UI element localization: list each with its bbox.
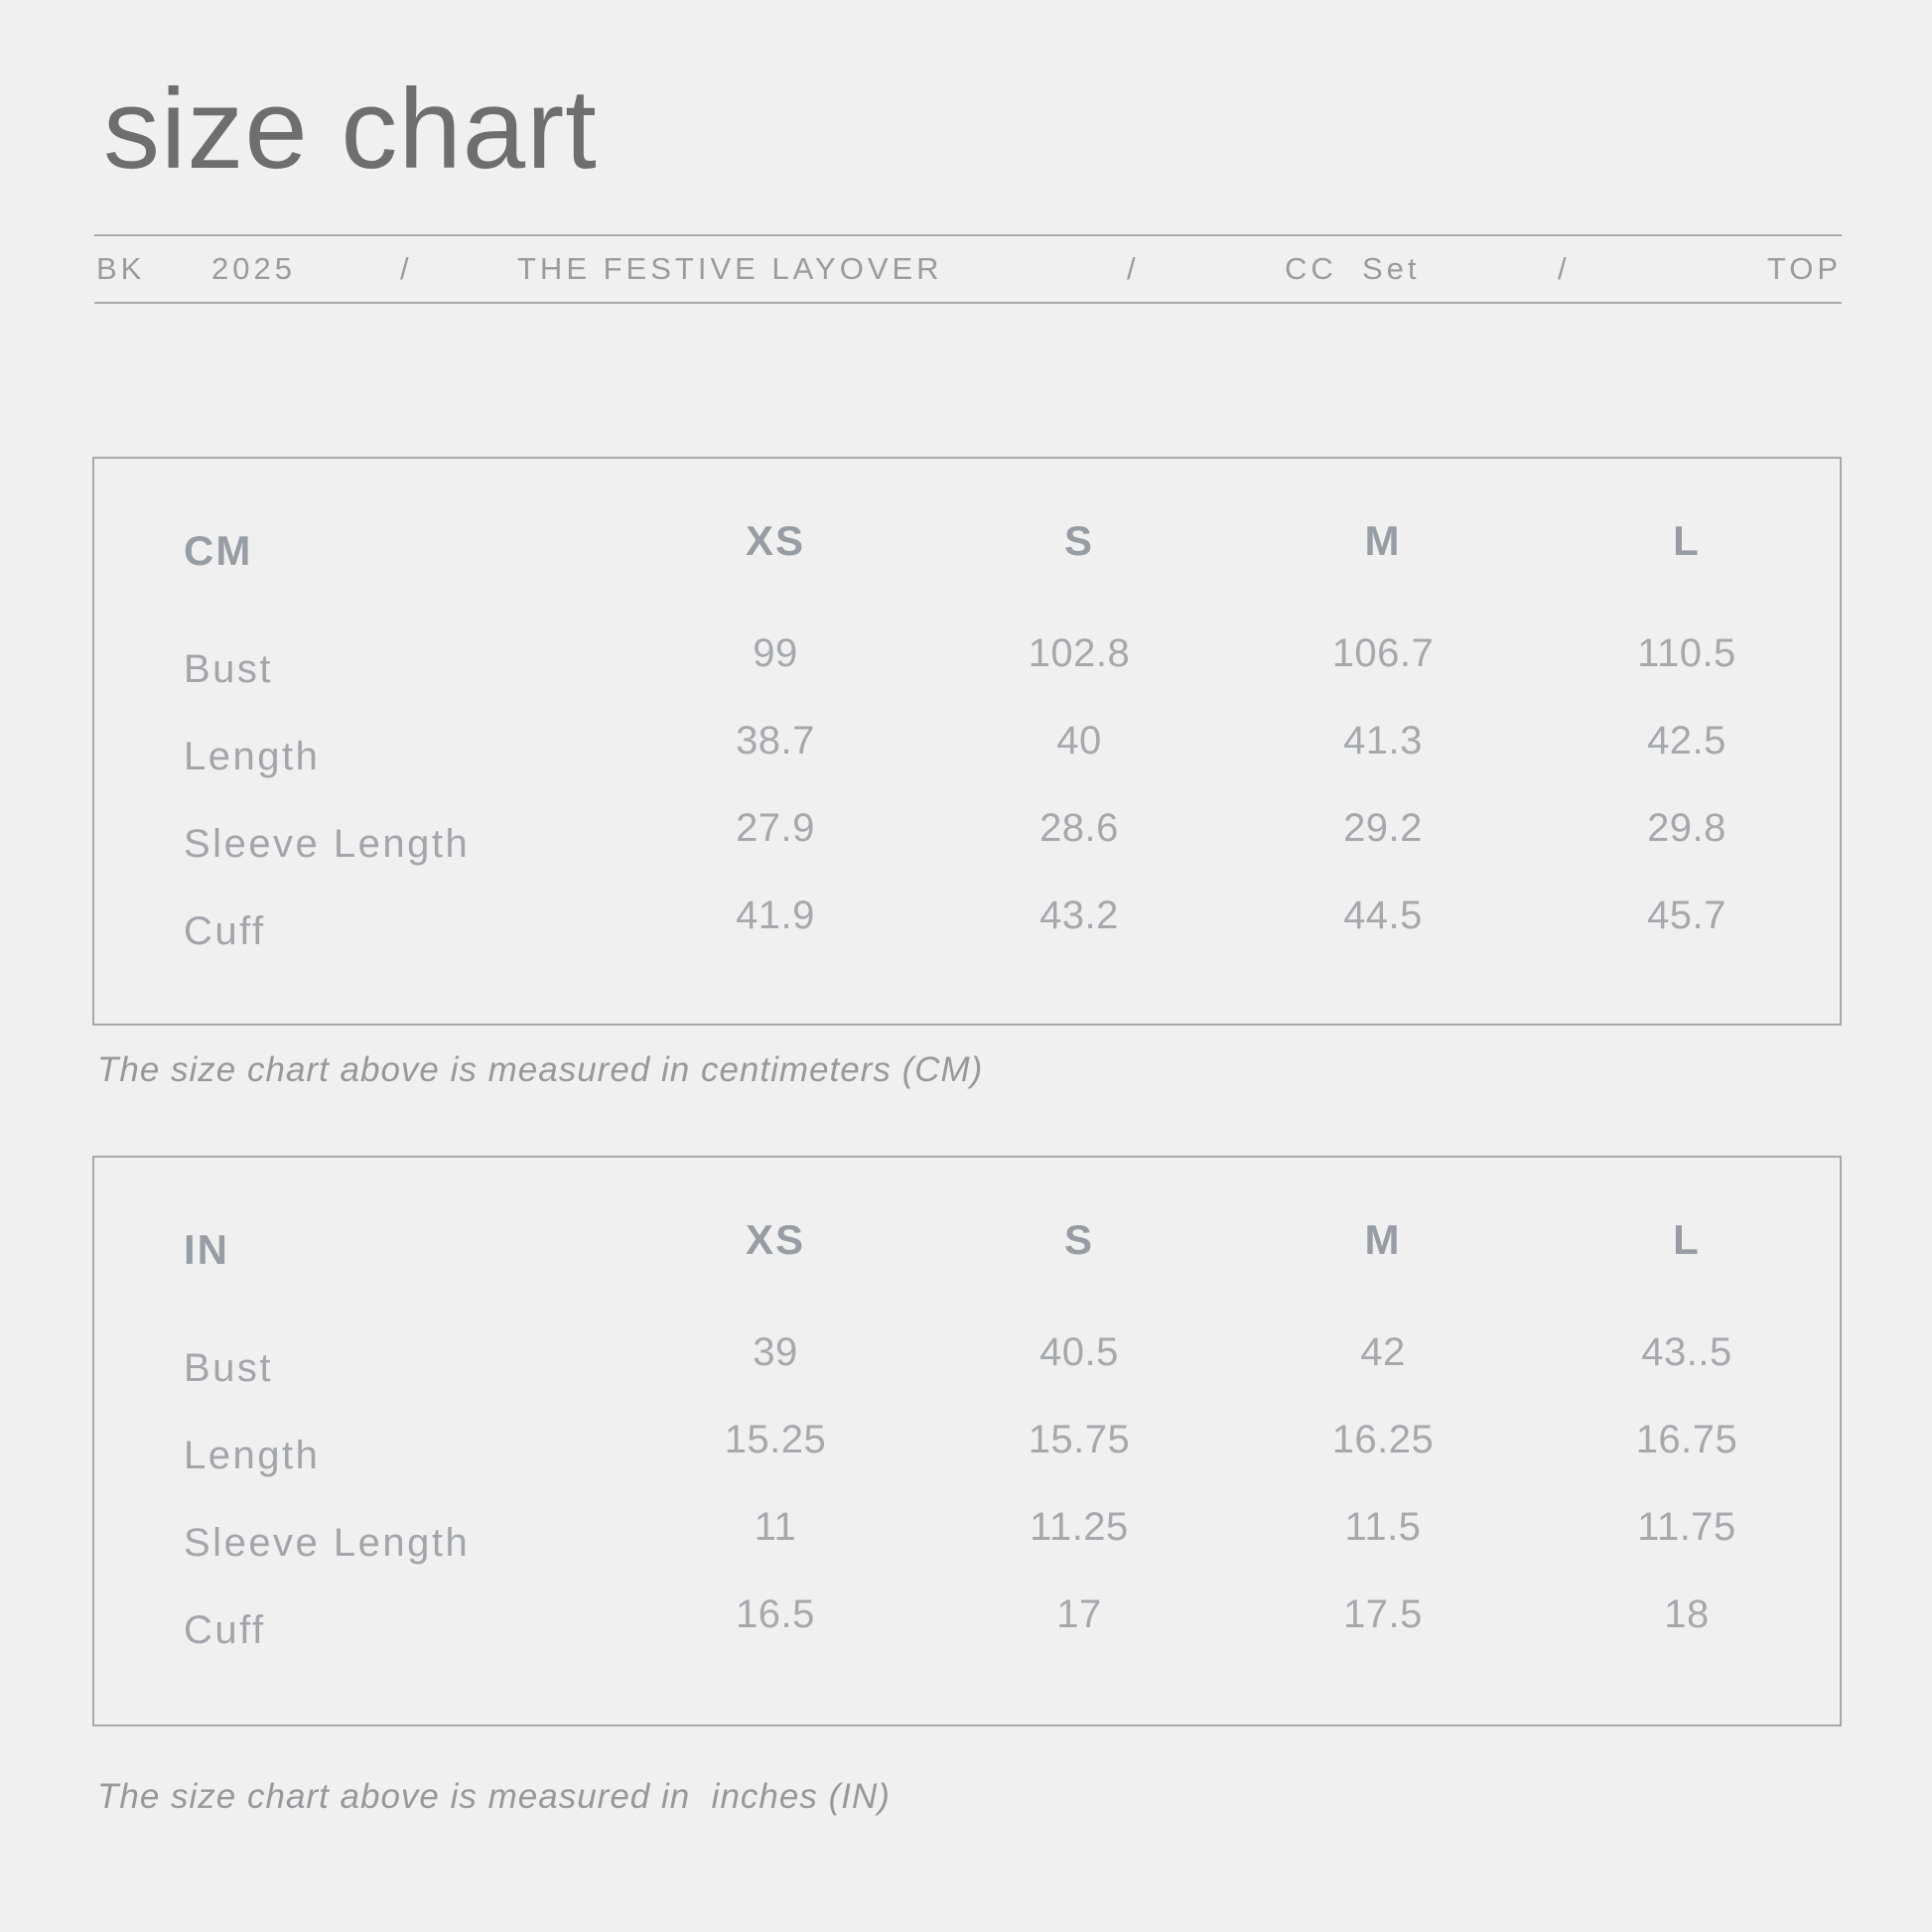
measurement-value: 102.8 <box>1028 630 1131 675</box>
breadcrumb-item: 2025 <box>211 251 296 286</box>
size-column-header: M <box>1364 1216 1402 1263</box>
table-row <box>94 1587 1840 1674</box>
measurement-value: 40 <box>1056 718 1102 762</box>
table-row <box>94 888 1840 975</box>
table-header-row <box>94 506 1840 596</box>
table-header-row <box>94 1205 1840 1295</box>
measurement-value: 11.25 <box>1030 1504 1129 1549</box>
measurement-value: 40.5 <box>1039 1329 1119 1374</box>
table-row <box>94 1324 1840 1412</box>
measurement-value: 39 <box>753 1329 798 1374</box>
size-column-header: L <box>1673 1216 1701 1263</box>
measurement-value: 11.5 <box>1344 1504 1422 1549</box>
breadcrumb-separator: / <box>1558 251 1571 286</box>
measurement-row-label: Cuff <box>184 908 266 953</box>
size-column-header: XS <box>745 517 806 564</box>
divider-line-bottom <box>94 302 1842 304</box>
unit-label: IN <box>184 1226 229 1273</box>
measurement-value: 16.5 <box>736 1591 815 1636</box>
in-table-caption: The size chart above is measured in inches (IN) <box>97 1777 891 1816</box>
table-row <box>94 800 1840 888</box>
breadcrumb <box>94 236 1842 302</box>
cm-table-caption: The size chart above is measured in centimeters (CM) <box>97 1050 984 1089</box>
measurement-value: 106.7 <box>1331 630 1435 675</box>
measurement-value: 16.25 <box>1331 1417 1435 1461</box>
measurement-row-label: Length <box>184 1433 321 1477</box>
measurement-row-label: Sleeve Length <box>184 1520 471 1565</box>
measurement-value: 11 <box>754 1504 797 1549</box>
measurement-value: 16.75 <box>1635 1417 1738 1461</box>
breadcrumb-item: BK <box>96 251 146 286</box>
measurement-value: 17 <box>1056 1591 1102 1636</box>
measurement-value: 29.8 <box>1647 805 1726 850</box>
measurement-value: 38.7 <box>736 718 815 762</box>
measurement-value: 29.2 <box>1343 805 1423 850</box>
breadcrumb-separator: / <box>1127 251 1140 286</box>
measurement-row-label: Cuff <box>184 1607 266 1652</box>
breadcrumb-item: THE FESTIVE LAYOVER <box>517 251 943 286</box>
measurement-value: 15.25 <box>724 1417 827 1461</box>
breadcrumb-item: TOP <box>1766 251 1842 286</box>
table-row <box>94 1499 1840 1587</box>
measurement-row-label: Length <box>184 734 321 778</box>
size-column-header: S <box>1063 1216 1094 1263</box>
cm-size-table <box>92 457 1842 1026</box>
table-row <box>94 625 1840 713</box>
table-row <box>94 713 1840 800</box>
measurement-value: 41.9 <box>736 893 815 937</box>
breadcrumb-item: CC Set <box>1285 251 1421 286</box>
measurement-row-label: Sleeve Length <box>184 821 471 866</box>
table-row <box>94 1412 1840 1499</box>
measurement-value: 44.5 <box>1343 893 1423 937</box>
unit-label: CM <box>184 527 253 574</box>
measurement-value: 43.2 <box>1039 893 1119 937</box>
page-title: size chart <box>103 67 598 193</box>
measurement-value: 43..5 <box>1641 1329 1732 1374</box>
breadcrumb-separator: / <box>400 251 413 286</box>
size-column-header: M <box>1364 517 1402 564</box>
measurement-value: 110.5 <box>1637 630 1736 675</box>
size-column-header: S <box>1063 517 1094 564</box>
size-column-header: L <box>1673 517 1701 564</box>
measurement-value: 41.3 <box>1343 718 1423 762</box>
measurement-value: 42 <box>1360 1329 1406 1374</box>
measurement-row-label: Bust <box>184 1345 274 1390</box>
measurement-value: 27.9 <box>736 805 815 850</box>
measurement-value: 28.6 <box>1039 805 1119 850</box>
measurement-value: 42.5 <box>1647 718 1726 762</box>
measurement-row-label: Bust <box>184 646 274 691</box>
measurement-value: 99 <box>753 630 798 675</box>
measurement-value: 45.7 <box>1647 893 1726 937</box>
measurement-value: 18 <box>1664 1591 1710 1636</box>
measurement-value: 15.75 <box>1028 1417 1131 1461</box>
measurement-value: 17.5 <box>1343 1591 1423 1636</box>
in-size-table <box>92 1156 1842 1726</box>
measurement-value: 11.75 <box>1637 1504 1736 1549</box>
size-column-header: XS <box>745 1216 806 1263</box>
